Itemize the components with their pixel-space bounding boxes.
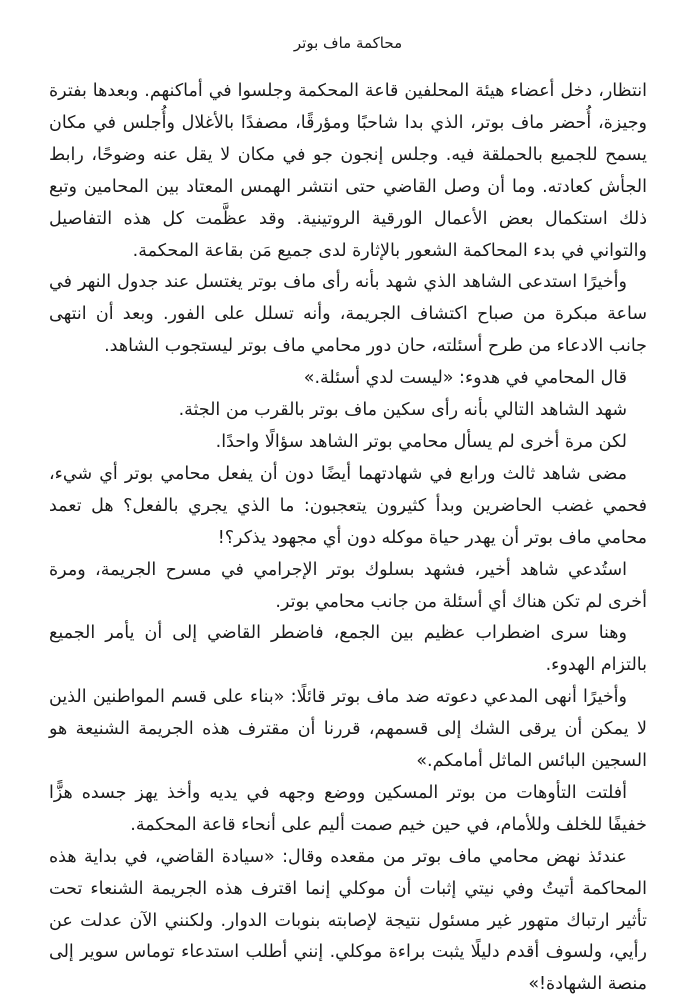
- page-title: محاكمة ماف بوتر: [293, 34, 403, 52]
- paragraph: لكن مرة أخرى لم يسأل محامي بوتر الشاهد سؤالًا واحدًا.: [215, 431, 627, 452]
- paragraph: انتظار، دخل أعضاء هيئة المحلفين قاعة المحكمة وجلسوا في أماكنهم. وبعدها بفترة وجيزة، أُحضر ماف بوتر، الذي بدا شاحبًا ومؤرقًا، مصفدًا بالأغلال وأُجلس في مكان يسمح للجميع بالحملقة فيه. وجلس إنجون جو في مكان لا يقل عنه وضوحًا، رابط الجأش كعادته. وما أن وصل القاضي حتى انتشر الهمس المعتاد بين المحامين وتبع ذلك استكمال بعض الأعمال الورقية الروتينية. وقد عظَّمت كل هذه التفاصيل والتواني في بدء المحاكمة الشعور بالإثارة لدى جميع مَن بقاعة المحكمة.: [49, 81, 647, 261]
- page-body: [49, 76, 647, 1000]
- paragraph: قال المحامي في هدوء: «ليست لدي أسئلة.»: [303, 368, 627, 389]
- paragraph: وأخيرًا استدعى الشاهد الذي شهد بأنه رأى ماف بوتر يغتسل عند جدول النهر في ساعة مبكرة من صباح اكتشاف الجريمة، وأنه تسلل على الفور. وبعد أن انتهى جانب الادعاء من طرح أسئلته، حان دور محامي ماف بوتر ليستجوب الشاهد.: [49, 272, 647, 357]
- paragraph: استُدعي شاهد أخير، فشهد بسلوك بوتر الإجرامي في مسرح الجريمة، ومرة أخرى لم تكن هناك أي أسئلة من جانب محامي بوتر.: [49, 559, 647, 612]
- paragraph: عندئذ نهض محامي ماف بوتر من مقعده وقال: «سيادة القاضي، في بداية هذه المحاكمة أتيتُ وفي نيتي إثبات أن موكلي إنما اقترف هذه الجريمة الشنعاء تحت تأثير ارتباك متهور غير مسئول نتيجة لإصابته بنوبات الدوار. ولكنني الآن عدلت عن رأيي، ولسوف أقدم دليلًا يثبت براءة موكلي. إنني أطلب استدعاء توماس سوير إلى منصة الشهادة!»: [49, 846, 647, 995]
- paragraph: مضى شاهد ثالث ورابع في شهادتهما أيضًا دون أن يفعل محامي بوتر أي شيء، فحمي غضب الحاضرين وبدأ كثيرون يتعجبون: ما الذي يجري بالفعل؟ هل تعمد محامي ماف بوتر أن يهدر حياة موكله دون أي مجهود يذكر؟!: [49, 463, 647, 548]
- paragraph: شهد الشاهد التالي بأنه رأى سكين ماف بوتر بالقرب من الجثة.: [178, 400, 627, 421]
- paragraph: أفلتت التأوهات من بوتر المسكين ووضع وجهه في يديه وأخذ يهز جسده هزًّا خفيفًا للخلف وللأمام، في حين خيم صمت أليم على أنحاء قاعة المحكمة.: [49, 782, 647, 835]
- paragraph: وهنا سرى اضطراب عظيم بين الجمع، فاضطر القاضي إلى أن يأمر الجميع بالتزام الهدوء.: [49, 623, 647, 676]
- paragraph: وأخيرًا أنهى المدعي دعوته ضد ماف بوتر قائلًا: «بناء على قسم المواطنين الذين لا يمكن أن يرقى الشك إلى قسمهم، قررنا أن مقترف هذه الجريمة الشنيعة هو السجين البائس الماثل أمامكم.»: [49, 687, 647, 772]
